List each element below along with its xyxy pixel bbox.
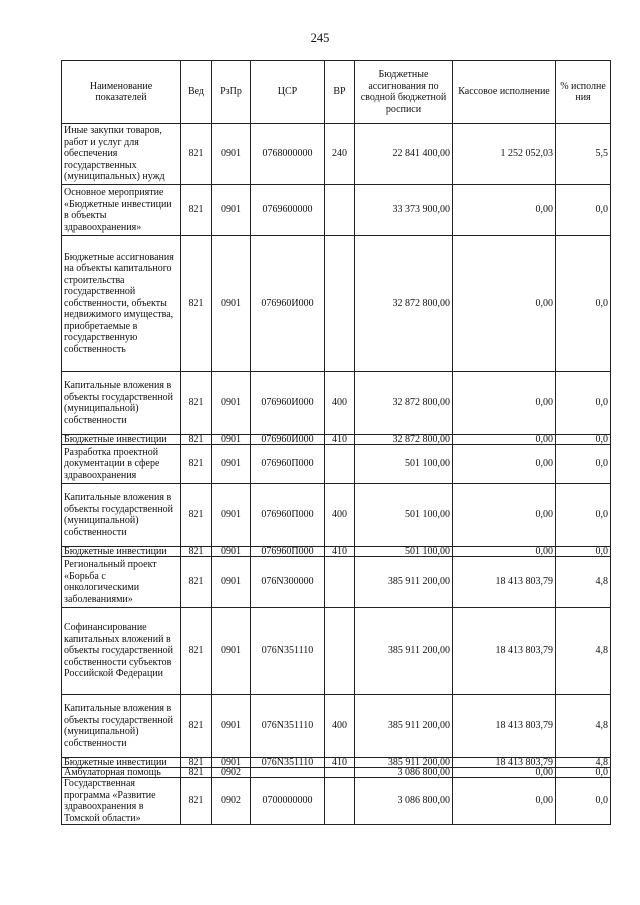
- cell-cash: 1 252 052,03: [453, 124, 556, 185]
- cell-vr: [325, 236, 355, 372]
- cell-ved: 821: [181, 695, 212, 758]
- cell-budget: 32 872 800,00: [355, 435, 453, 445]
- cell-rzpr: 0901: [212, 435, 251, 445]
- table-row: [62, 445, 611, 484]
- table-row: [62, 124, 611, 185]
- cell-budget: 3 086 800,00: [355, 778, 453, 825]
- cell-csr: 0768000000: [251, 124, 325, 185]
- cell-name: Капитальные вложения в объекты государственной (муниципальной) собственности: [62, 372, 181, 435]
- cell-percent: 0,0: [556, 547, 611, 557]
- cell-ved: 821: [181, 372, 212, 435]
- cell-csr: 0769600000: [251, 185, 325, 236]
- cell-ved: 821: [181, 185, 212, 236]
- cell-ved: 821: [181, 435, 212, 445]
- cell-budget: 3 086 800,00: [355, 768, 453, 778]
- cell-name: Софинансирование капитальных вложений в объекты государственной собственности субъектов Российской Федерации: [62, 608, 181, 695]
- cell-name: Иные закупки товаров, работ и услуг для обеспечения государственных (муниципальных) нужд: [62, 124, 181, 185]
- cell-cash: 0,00: [453, 768, 556, 778]
- table-header-row: [62, 61, 611, 124]
- cell-vr: 410: [325, 758, 355, 768]
- cell-budget: 385 911 200,00: [355, 608, 453, 695]
- cell-vr: [325, 768, 355, 778]
- cell-name: Бюджетные ассигнования на объекты капитального строительства государственной собственности, объекты недвижимого имущества, приобретаемые в государственную собственность: [62, 236, 181, 372]
- cell-vr: [325, 608, 355, 695]
- cell-ved: 821: [181, 768, 212, 778]
- cell-rzpr: 0901: [212, 608, 251, 695]
- page-number: 245: [310, 31, 330, 45]
- cell-cash: 0,00: [453, 445, 556, 484]
- cell-csr: 076960П000: [251, 445, 325, 484]
- col-header-csr: ЦСР: [251, 61, 325, 124]
- table-row: [62, 557, 611, 608]
- cell-cash: 0,00: [453, 547, 556, 557]
- cell-rzpr: 0901: [212, 185, 251, 236]
- cell-rzpr: 0901: [212, 484, 251, 547]
- cell-csr: 076960П000: [251, 484, 325, 547]
- cell-rzpr: 0901: [212, 547, 251, 557]
- cell-vr: 410: [325, 435, 355, 445]
- cell-budget: 501 100,00: [355, 547, 453, 557]
- cell-percent: 4,8: [556, 557, 611, 608]
- cell-name: Региональный проект «Борьба с онкологическими заболеваниями»: [62, 557, 181, 608]
- cell-vr: [325, 778, 355, 825]
- cell-name: Капитальные вложения в объекты государственной (муниципальной) собственности: [62, 695, 181, 758]
- cell-rzpr: 0901: [212, 695, 251, 758]
- col-header-name: Наименование показателей: [62, 61, 181, 124]
- cell-budget: 501 100,00: [355, 484, 453, 547]
- cell-csr: 076N351110: [251, 608, 325, 695]
- table-row: [62, 778, 611, 825]
- cell-percent: 0,0: [556, 445, 611, 484]
- cell-vr: 400: [325, 372, 355, 435]
- cell-budget: 32 872 800,00: [355, 236, 453, 372]
- cell-budget: 32 872 800,00: [355, 372, 453, 435]
- cell-percent: 0,0: [556, 372, 611, 435]
- cell-budget: 385 911 200,00: [355, 758, 453, 768]
- cell-rzpr: 0902: [212, 768, 251, 778]
- table-row: [62, 185, 611, 236]
- col-header-ved: Вед: [181, 61, 212, 124]
- cell-name: Капитальные вложения в объекты государственной (муниципальной) собственности: [62, 484, 181, 547]
- cell-percent: 5,5: [556, 124, 611, 185]
- cell-csr: 076N351110: [251, 758, 325, 768]
- cell-percent: 0,0: [556, 236, 611, 372]
- cell-ved: 821: [181, 445, 212, 484]
- table-row: [62, 608, 611, 695]
- table-row: [62, 372, 611, 435]
- cell-cash: 0,00: [453, 778, 556, 825]
- cell-cash: 0,00: [453, 484, 556, 547]
- cell-csr: 076960И000: [251, 236, 325, 372]
- cell-vr: 400: [325, 695, 355, 758]
- cell-vr: 240: [325, 124, 355, 185]
- cell-ved: 821: [181, 557, 212, 608]
- cell-name: Бюджетные инвестиции: [62, 758, 181, 768]
- table-row: [62, 547, 611, 557]
- cell-csr: [251, 768, 325, 778]
- cell-rzpr: 0901: [212, 445, 251, 484]
- cell-vr: [325, 557, 355, 608]
- cell-cash: 0,00: [453, 435, 556, 445]
- cell-vr: [325, 185, 355, 236]
- cell-cash: 0,00: [453, 372, 556, 435]
- cell-name: Государственная программа «Развитие здравоохранения в Томской области»: [62, 778, 181, 825]
- cell-budget: 501 100,00: [355, 445, 453, 484]
- cell-percent: 4,8: [556, 695, 611, 758]
- cell-name: Бюджетные инвестиции: [62, 547, 181, 557]
- budget-table: [61, 60, 611, 825]
- cell-percent: 4,8: [556, 758, 611, 768]
- cell-percent: 0,0: [556, 484, 611, 547]
- cell-csr: 0700000000: [251, 778, 325, 825]
- cell-ved: 821: [181, 484, 212, 547]
- cell-cash: 18 413 803,79: [453, 557, 556, 608]
- cell-percent: 0,0: [556, 435, 611, 445]
- table-row: [62, 695, 611, 758]
- cell-vr: 400: [325, 484, 355, 547]
- col-header-cash: Кассовое исполнение: [453, 61, 556, 124]
- cell-vr: 410: [325, 547, 355, 557]
- table-row: [62, 236, 611, 372]
- cell-rzpr: 0901: [212, 236, 251, 372]
- table-row: [62, 484, 611, 547]
- col-header-vr: ВР: [325, 61, 355, 124]
- cell-name: Бюджетные инвестиции: [62, 435, 181, 445]
- cell-percent: 4,8: [556, 608, 611, 695]
- col-header-rzpr: РзПр: [212, 61, 251, 124]
- cell-ved: 821: [181, 547, 212, 557]
- cell-percent: 0,0: [556, 778, 611, 825]
- cell-budget: 385 911 200,00: [355, 695, 453, 758]
- cell-csr: 076960И000: [251, 435, 325, 445]
- cell-cash: 18 413 803,79: [453, 695, 556, 758]
- cell-ved: 821: [181, 758, 212, 768]
- cell-cash: 18 413 803,79: [453, 608, 556, 695]
- cell-rzpr: 0901: [212, 758, 251, 768]
- cell-csr: 076N300000: [251, 557, 325, 608]
- cell-rzpr: 0902: [212, 778, 251, 825]
- cell-cash: 0,00: [453, 236, 556, 372]
- cell-name: Основное мероприятие «Бюджетные инвестиции в объекты здравоохранения»: [62, 185, 181, 236]
- cell-ved: 821: [181, 608, 212, 695]
- cell-cash: 0,00: [453, 185, 556, 236]
- col-header-budget: Бюджетные ассигнования по сводной бюджетной росписи: [355, 61, 453, 124]
- cell-rzpr: 0901: [212, 557, 251, 608]
- cell-cash: 18 413 803,79: [453, 758, 556, 768]
- cell-rzpr: 0901: [212, 124, 251, 185]
- cell-ved: 821: [181, 124, 212, 185]
- table-row: [62, 758, 611, 768]
- cell-budget: 33 373 900,00: [355, 185, 453, 236]
- cell-percent: 0,0: [556, 768, 611, 778]
- cell-vr: [325, 445, 355, 484]
- cell-budget: 22 841 400,00: [355, 124, 453, 185]
- cell-rzpr: 0901: [212, 372, 251, 435]
- cell-csr: 076960П000: [251, 547, 325, 557]
- cell-percent: 0,0: [556, 185, 611, 236]
- cell-csr: 076960И000: [251, 372, 325, 435]
- cell-budget: 385 911 200,00: [355, 557, 453, 608]
- col-header-percent: % исполне ния: [556, 61, 611, 124]
- cell-csr: 076N351110: [251, 695, 325, 758]
- cell-ved: 821: [181, 778, 212, 825]
- table-body: [62, 124, 611, 825]
- table-row: [62, 435, 611, 445]
- cell-ved: 821: [181, 236, 212, 372]
- cell-name: Амбулаторная помощь: [62, 768, 181, 778]
- table-row: [62, 768, 611, 778]
- cell-name: Разработка проектной документации в сфере здравоохранения: [62, 445, 181, 484]
